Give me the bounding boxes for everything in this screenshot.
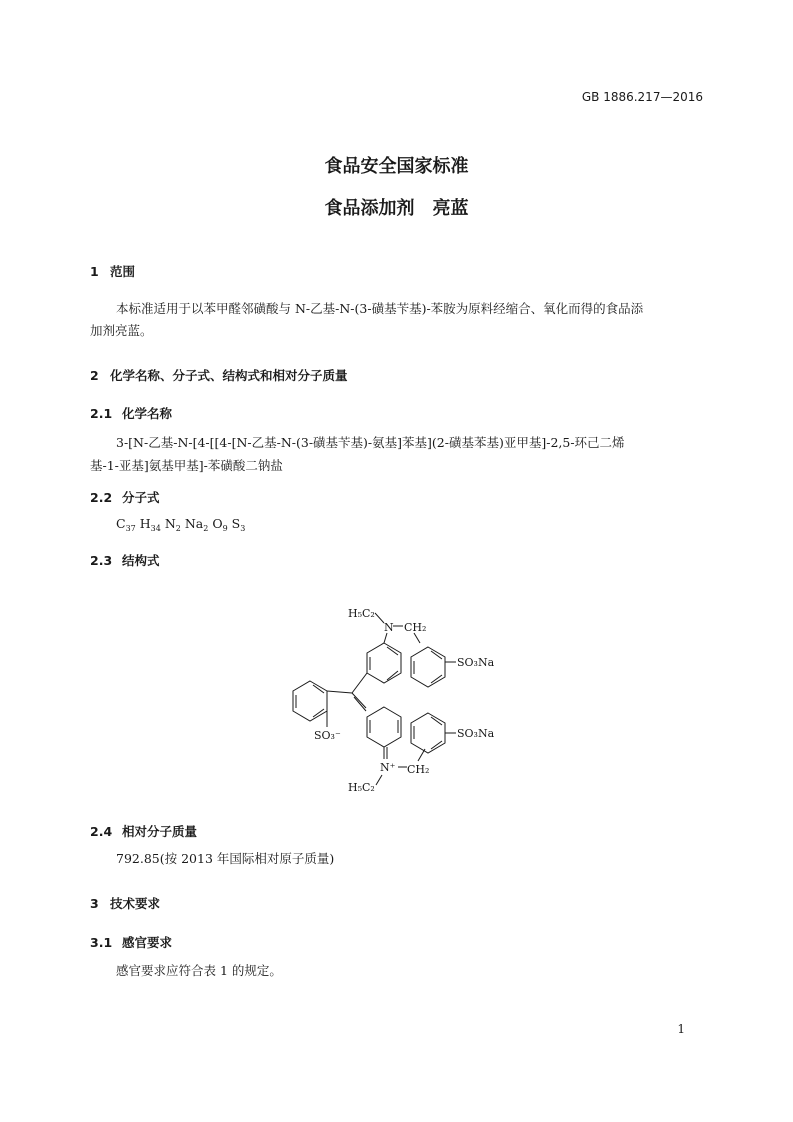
ch2-top-label: CH₂	[404, 621, 427, 634]
section-title: 化学名称、分子式、结构式和相对分子质量	[110, 368, 348, 383]
chemical-name-line1: 3-[N-乙基-N-[4-[[4-[N-乙基-N-(3-磺基苄基)-氨基]苯基](2-磺基苯基)亚甲基]-2,5-环己二烯	[116, 435, 625, 450]
so3-minus-label: SO₃⁻	[314, 729, 341, 742]
section-number: 2.4	[90, 824, 113, 839]
section-2-1-heading	[90, 404, 172, 422]
section-title: 感官要求	[122, 935, 173, 950]
section-2-heading	[90, 366, 348, 384]
scope-paragraph-line1: 本标准适用于以苯甲醛邻磺酸与 N-乙基-N-(3-磺基苄基)-苯胺为原料经缩合、氧化而得的食品添	[116, 301, 644, 316]
h5c2-top-label: H₅C₂	[348, 607, 375, 620]
section-2-2-heading	[90, 488, 160, 506]
n-top-label: N	[384, 621, 394, 634]
section-number: 3	[90, 896, 99, 911]
molecular-mass-value: 792.85(按 2013 年国际相对原子质量)	[116, 851, 335, 866]
section-number: 2.2	[90, 490, 113, 505]
standard-code: GB 1886.217—2016	[581, 90, 703, 104]
section-3-heading	[90, 894, 160, 912]
section-number: 3.1	[90, 935, 113, 950]
so3na-bottom-label: SO₃Na	[457, 727, 495, 740]
section-number: 2	[90, 368, 99, 383]
section-number: 1	[90, 264, 99, 279]
section-title: 结构式	[122, 553, 160, 568]
section-title: 技术要求	[110, 896, 161, 911]
structural-formula	[280, 595, 540, 800]
chemical-name-line2: 基-1-亚基]氨基甲基]-苯磺酸二钠盐	[90, 458, 283, 473]
section-1-heading	[90, 262, 135, 280]
section-title: 化学名称	[122, 406, 173, 421]
sensory-requirement-text: 感官要求应符合表 1 的规定。	[116, 963, 282, 978]
scope-paragraph-line2: 加剂亮蓝。	[90, 323, 153, 338]
section-number: 2.3	[90, 553, 113, 568]
n-plus-label: N⁺	[380, 761, 396, 774]
section-title: 范围	[110, 264, 136, 279]
section-number: 2.1	[90, 406, 113, 421]
page-number: 1	[677, 1022, 685, 1036]
document-title: 食品安全国家标准	[324, 156, 469, 177]
section-title: 相对分子质量	[122, 824, 198, 839]
so3na-top-label: SO₃Na	[457, 656, 495, 669]
section-3-1-heading	[90, 933, 172, 951]
section-2-3-heading	[90, 551, 160, 569]
section-2-4-heading	[90, 822, 197, 840]
h5c2-bottom-label: H₅C₂	[348, 781, 375, 794]
section-title: 分子式	[122, 490, 160, 505]
ch2-bottom-label: CH₂	[407, 763, 430, 776]
document-subtitle: 食品添加剂 亮蓝	[324, 198, 469, 219]
molecular-formula: $C_{37}$ $H_{34}$ $N_2$ $Na_2$ $O_9$ $S_3$	[116, 516, 246, 533]
